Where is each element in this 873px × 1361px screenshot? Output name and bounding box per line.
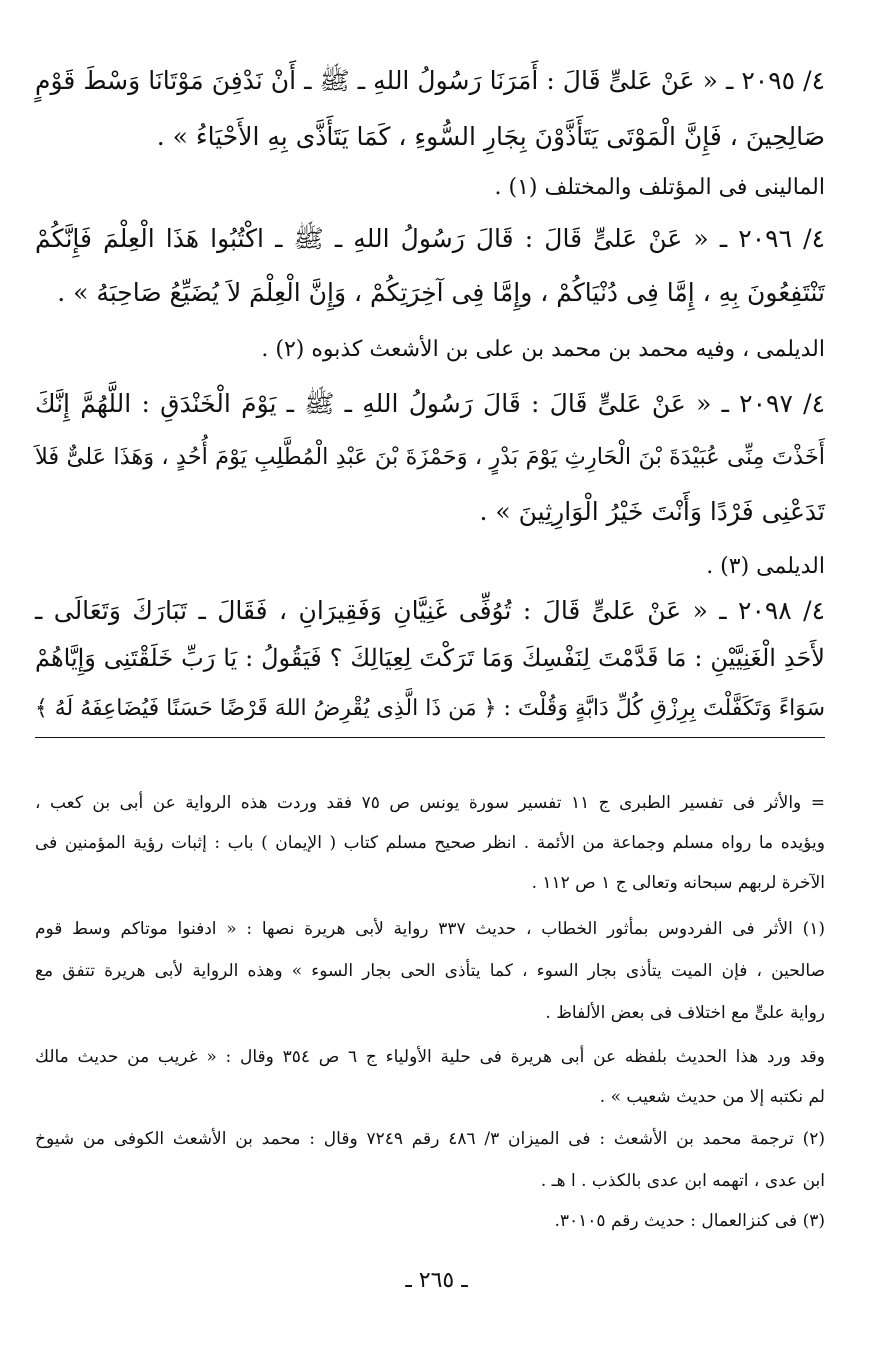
hadith-2095-line-1: ٤/ ٢٠٩٥ ـ « عَنْ عَلىٍّ قَالَ : أَمَرَنَا رَسُولُ اللهِ ـ ﷺ ـ أَنْ نَدْفِنَ مَوْتَانَا وَسْطَ قَوْمٍ (35, 66, 826, 95)
hadith-2095-source: المالينى فى المؤتلف والمختلف (١) . (494, 175, 825, 200)
page-number: ـ ٢٦٥ ـ (405, 1268, 468, 1293)
footnote-continued-line-1: = والأثر فى تفسير الطبرى ج ١١ تفسير سورة يونس ص ٧٥ فقد وردت هذه الرواية عن أبى بن كعب ، (35, 793, 825, 813)
hadith-2097-line-3: تَدَعْنِى فَرْدًا وَأَنْتَ خَيْرُ الْوَارِثِينَ » . (479, 497, 825, 526)
footnote-1-line-3: رواية علىٍّ مع اختلاف فى بعض الألفاظ . (545, 1003, 825, 1023)
footnote-continued-line-2: ويؤيده ما رواه مسلم وجماعة من الأئمة . انظر صحيح مسلم كتاب ( الإيمان ) باب : إثبات رؤية المؤمنين فى (35, 833, 825, 853)
footnote-continued-line-3: الآخرة لربهم سبحانه وتعالى ج ١ ص ١١٢ . (531, 873, 825, 893)
footnote-3: (٣) فى كنزالعمال : حديث رقم ٣٠١٠٥. (554, 1211, 825, 1231)
footnote-1-line-1: (١) الأثر فى الفردوس بمأثور الخطاب ، حديث ٣٣٧ رواية لأبى هريرة نصها : « ادفنوا موتاكم وسط قوم (35, 919, 826, 939)
footnote-divider (35, 737, 825, 738)
hadith-2095-line-2: صَالِحِينَ ، فَإِنَّ الْمَوْتَى يَتَأَذَّوْنَ بِجَارِ السُّوءِ ، كَمَا يَتَأَذَّى بِهِ الأَحْيَاءُ » . (156, 122, 825, 151)
hadith-2096-line-1: ٤/ ٢٠٩٦ ـ « عَنْ عَلىٍّ قَالَ : قَالَ رَسُولُ اللهِ ـ ﷺ ـ اكْتُبُوا هَذَا الْعِلْمَ فَإِنَّكُمْ (35, 224, 825, 253)
hadith-2096-source: الديلمى ، وفيه محمد بن محمد بن على بن الأشعث كذبوه (٢) . (261, 337, 825, 362)
hadith-2098-line-1: ٤/ ٢٠٩٨ ـ « عَنْ عَلىٍّ قَالَ : تُوُفِّى غَنِيَّانِ وَفَقِيرَانِ ، فَقَالَ ـ تَبَارَكَ وَتَعَالَى ـ (35, 596, 826, 625)
hadith-2098-line-3: سَوَاءً وَتَكَفَّلْتَ بِرِزْقِ كُلِّ دَابَّةٍ وَقُلْتَ : ﴿ مَن ذَا الَّذِى يُقْرِضُ اللهَ قَرْضًا حَسَنًا فَيُضَاعِفَهُ لَهُ ﴾ (34, 696, 825, 721)
hadith-2097-source: الديلمى (٣) . (706, 554, 825, 579)
footnote-2-line-1: (٢) ترجمة محمد بن الأشعث : فى الميزان ٣/ ٤٨٦ رقم ٧٢٤٩ وقال : محمد بن الأشعث الكوفى من شيوخ (35, 1129, 825, 1149)
hadith-2097-line-1: ٤/ ٢٠٩٧ ـ « عَنْ عَلىٍّ قَالَ : قَالَ رَسُولُ اللهِ ـ ﷺ ـ يَوْمَ الْخَنْدَقِ : اللَّهُمَّ إِنَّكَ (35, 389, 825, 418)
footnote-1-line-4: وقد ورد هذا الحديث بلفظه عن أبى هريرة فى حلية الأولياء ج ٦ ص ٣٥٤ وقال : « غريب من حديث مالك (35, 1047, 825, 1067)
footnote-1-line-2: صالحين ، فإن الميت يتأذى بجار السوء ، كما يتأذى الحى بجار السوء » وهذه الرواية لأبى هريرة تتفق مع (35, 961, 825, 981)
footnote-2-line-2: ابن عدى ، اتهمه ابن عدى بالكذب . ا هـ . (540, 1171, 825, 1191)
hadith-2097-line-2: أَخَذْتَ مِنِّى عُبَيْدَةَ بْنَ الْحَارِثِ يَوْمَ بَدْرٍ ، وَحَمْزَةَ بْنَ عَبْدِ الْمُطَّلِبِ يَوْمَ أُحُدٍ ، وَهَذَا عَلىٌّ فَلاَ (35, 444, 825, 470)
hadith-2096-line-2: تَنْتَفِعُونَ بِهِ ، إِمَّا فِى دُنْيَاكُمْ ، وإِمَّا فِى آخِرَتِكُمْ ، وَإِنَّ الْعِلْمَ لاَ يُضَيِّعُ صَاحِبَهُ » . (57, 278, 825, 307)
footnote-1-line-5: لم نكتبه إلا من حديث شعيب » . (599, 1087, 825, 1107)
hadith-2098-line-2: لأَحَدِ الْغَنِيَّيْنِ : مَا قَدَّمْتَ لِنَفْسِكَ وَمَا تَرَكْتَ لِعِيَالِكَ ؟ فَيَقُولُ : يَا رَبِّ خَلَقْتَنِى وَإِيَّاهُمْ (35, 644, 825, 672)
